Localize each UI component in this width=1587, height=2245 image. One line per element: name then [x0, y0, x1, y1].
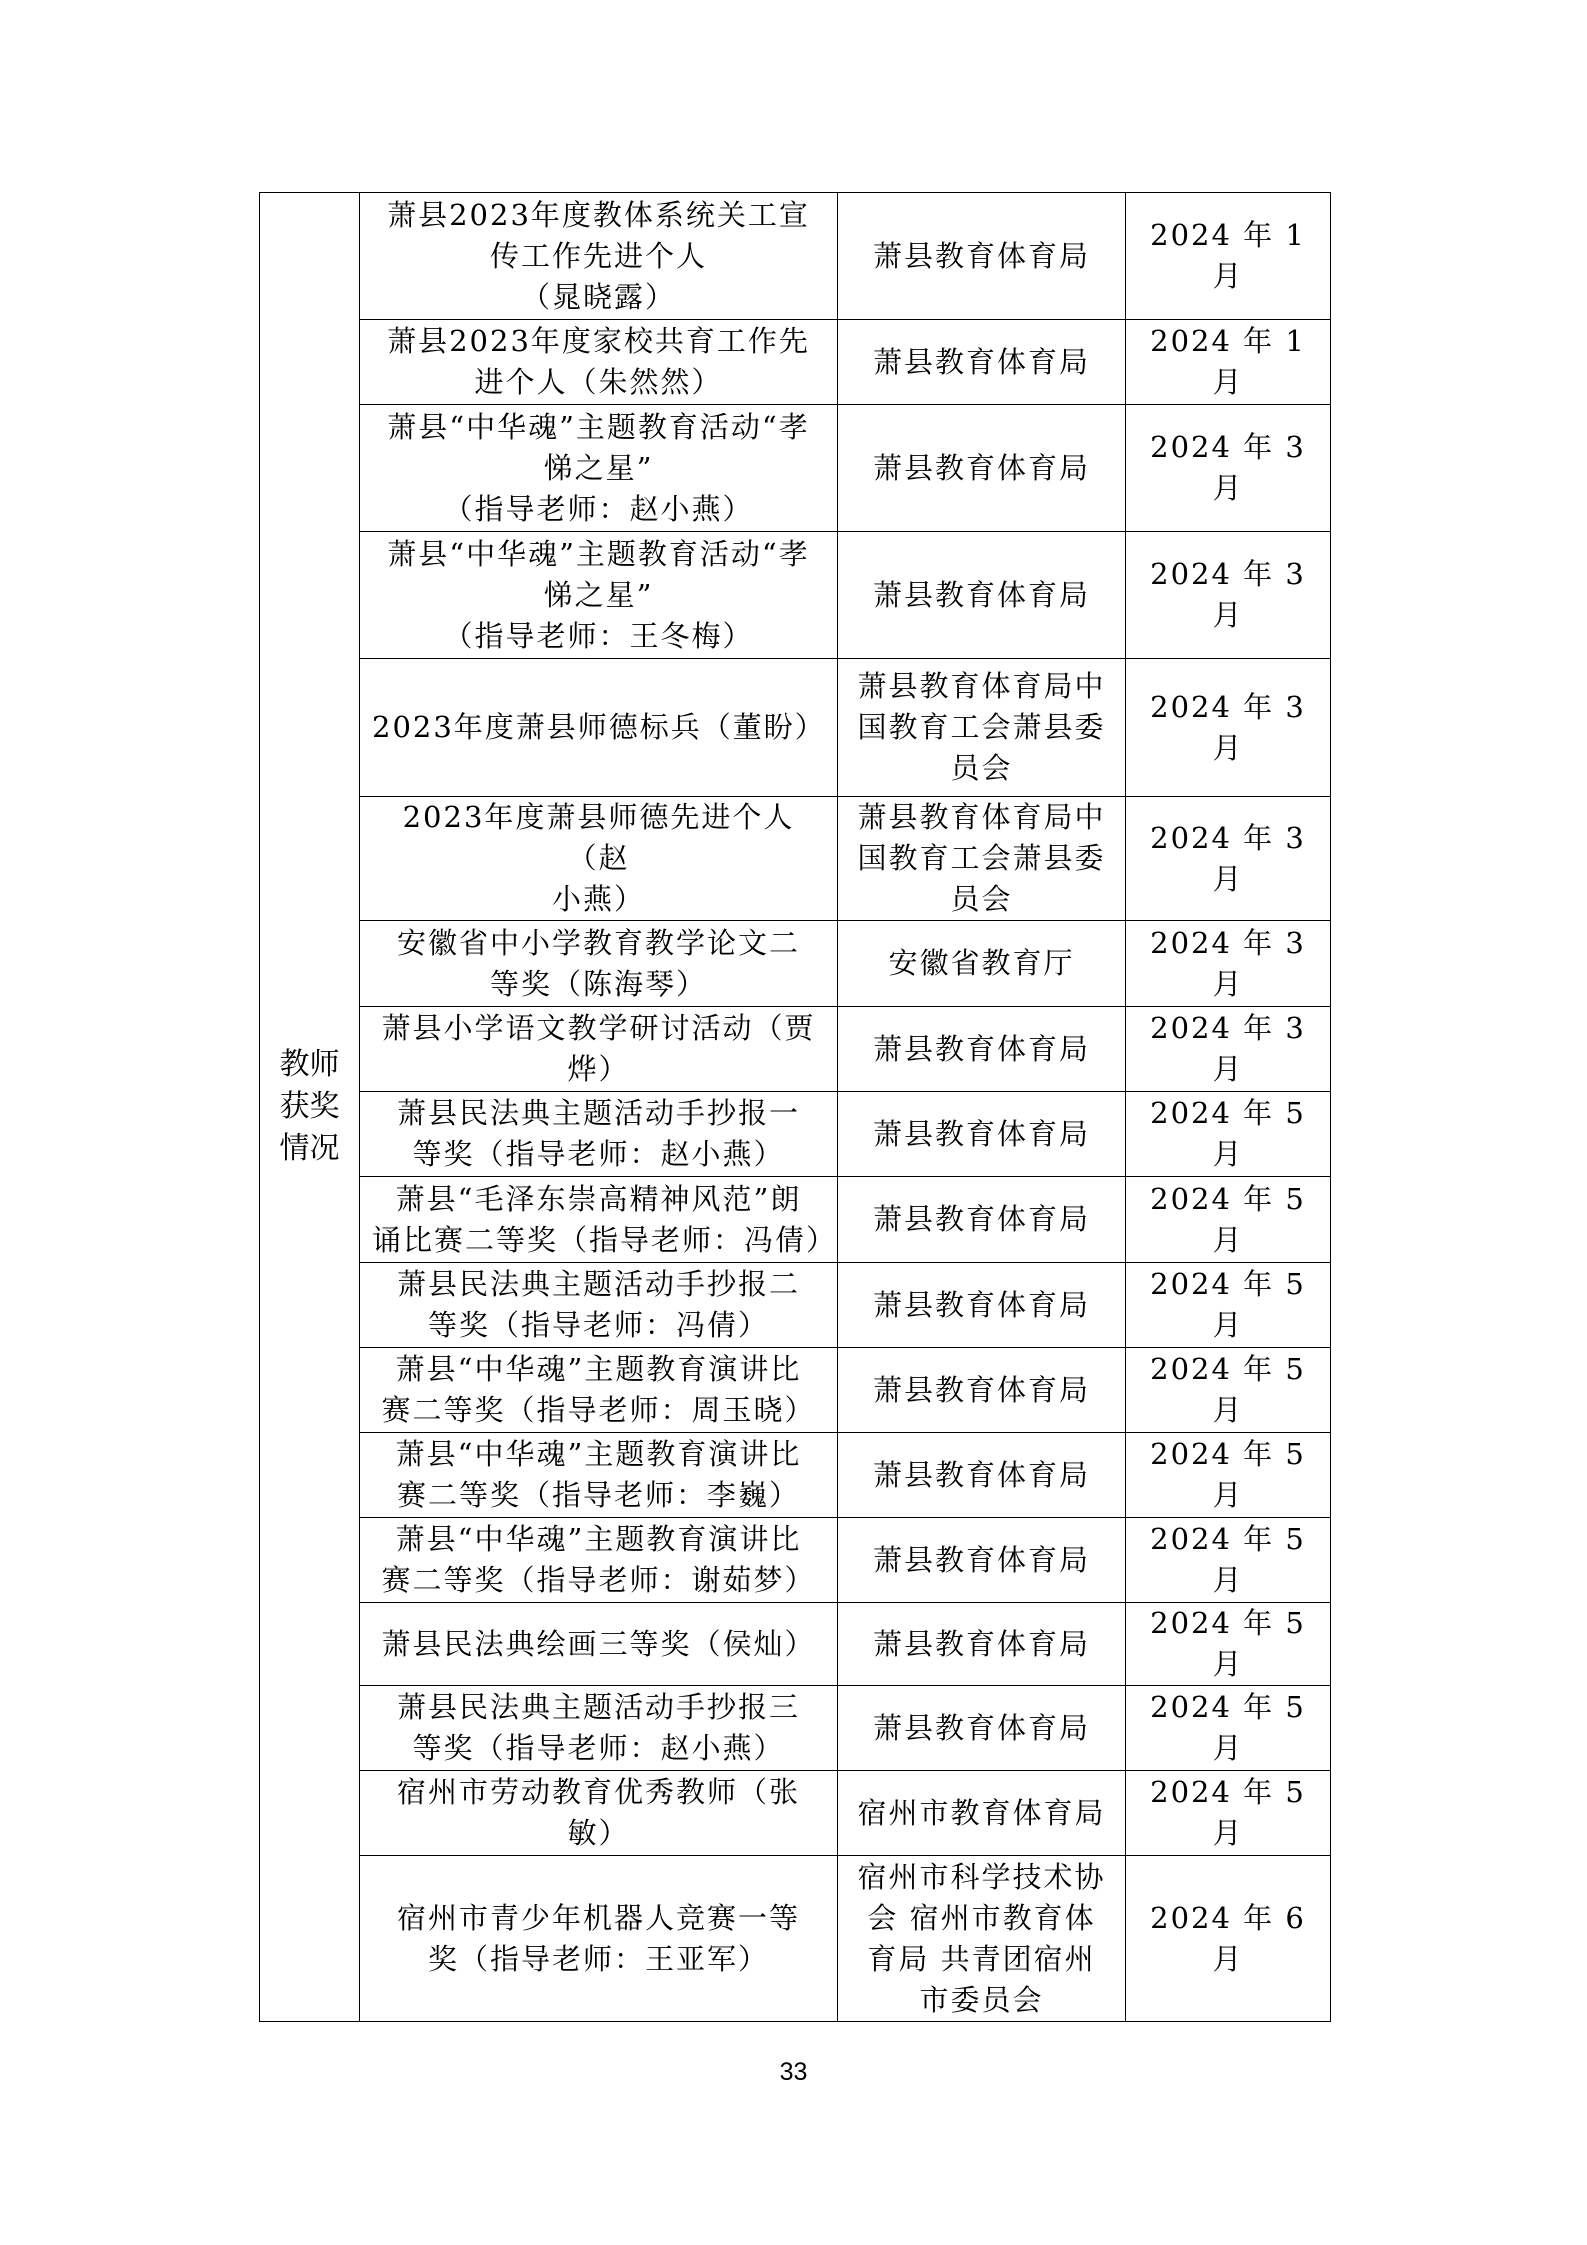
date-cell: 2024 年 3 月 [1126, 659, 1331, 797]
awards-table [259, 192, 1331, 2022]
date-cell: 2024 年 5 月 [1126, 1433, 1331, 1518]
date-cell: 2024 年 5 月 [1126, 1771, 1331, 1856]
award-cell: 萧县“中华魂”主题教育演讲比 赛二等奖（指导老师：周玉晓） [360, 1348, 838, 1433]
date-cell: 2024 年 3 月 [1126, 921, 1331, 1007]
issuer-cell: 萧县教育体育局 [838, 1092, 1126, 1177]
table-row [260, 1263, 1331, 1348]
date-cell: 2024 年 5 月 [1126, 1518, 1331, 1603]
table-row [260, 797, 1331, 921]
issuer-cell: 宿州市科学技术协 会 宿州市教育体 育局 共青团宿州 市委员会 [838, 1856, 1126, 2022]
table-row [260, 320, 1331, 405]
award-cell: 萧县“中华魂”主题教育活动“孝 悌之星” （指导老师：赵小燕） [360, 405, 838, 532]
issuer-cell: 萧县教育体育局 [838, 1603, 1126, 1686]
date-cell: 2024 年 5 月 [1126, 1686, 1331, 1771]
date-cell: 2024 年 1 月 [1126, 193, 1331, 320]
award-cell: 2023年度萧县师德标兵（董盼） [360, 659, 838, 797]
date-cell: 2024 年 3 月 [1126, 405, 1331, 532]
table-row [260, 1856, 1331, 2022]
table-row [260, 1092, 1331, 1177]
issuer-cell: 萧县教育体育局 [838, 1348, 1126, 1433]
issuer-cell: 萧县教育体育局 [838, 193, 1126, 320]
table-row [260, 1007, 1331, 1092]
date-cell: 2024 年 3 月 [1126, 797, 1331, 921]
award-cell: 萧县2023年度教体系统关工宣 传工作先进个人 （晁晓露） [360, 193, 838, 320]
award-cell: 2023年度萧县师德先进个人（赵 小燕） [360, 797, 838, 921]
award-cell: 宿州市劳动教育优秀教师（张 敏） [360, 1771, 838, 1856]
award-cell: 萧县“中华魂”主题教育演讲比 赛二等奖（指导老师：李巍） [360, 1433, 838, 1518]
award-cell: 萧县民法典主题活动手抄报三 等奖（指导老师：赵小燕） [360, 1686, 838, 1771]
table-row [260, 1433, 1331, 1518]
issuer-cell: 萧县教育体育局 [838, 1433, 1126, 1518]
award-cell: 萧县2023年度家校共育工作先 进个人（朱然然） [360, 320, 838, 405]
date-cell: 2024 年 5 月 [1126, 1603, 1331, 1686]
date-cell: 2024 年 5 月 [1126, 1348, 1331, 1433]
award-cell: 萧县小学语文教学研讨活动（贾 烨） [360, 1007, 838, 1092]
table-row [260, 921, 1331, 1007]
award-cell: 萧县民法典主题活动手抄报二 等奖（指导老师：冯倩） [360, 1263, 838, 1348]
issuer-cell: 萧县教育体育局中 国教育工会萧县委 员会 [838, 797, 1126, 921]
date-cell: 2024 年 1 月 [1126, 320, 1331, 405]
award-cell: 萧县民法典绘画三等奖（侯灿） [360, 1603, 838, 1686]
issuer-cell: 萧县教育体育局 [838, 1263, 1126, 1348]
table-row [260, 659, 1331, 797]
issuer-cell: 萧县教育体育局 [838, 1686, 1126, 1771]
award-cell: 萧县民法典主题活动手抄报一 等奖（指导老师：赵小燕） [360, 1092, 838, 1177]
table-row [260, 1686, 1331, 1771]
table-row [260, 1348, 1331, 1433]
award-cell: 萧县“中华魂”主题教育演讲比 赛二等奖（指导老师：谢茹梦） [360, 1518, 838, 1603]
issuer-cell: 萧县教育体育局 [838, 1177, 1126, 1263]
award-cell: 萧县“毛泽东崇高精神风范”朗 诵比赛二等奖（指导老师：冯倩） [360, 1177, 838, 1263]
award-cell: 萧县“中华魂”主题教育活动“孝 悌之星” （指导老师：王冬梅） [360, 532, 838, 659]
issuer-cell: 宿州市教育体育局 [838, 1771, 1126, 1856]
issuer-cell: 萧县教育体育局 [838, 1518, 1126, 1603]
date-cell: 2024 年 5 月 [1126, 1092, 1331, 1177]
issuer-cell: 安徽省教育厅 [838, 921, 1126, 1007]
award-cell: 安徽省中小学教育教学论文二 等奖（陈海琴） [360, 921, 838, 1007]
category-cell: 教师 获奖 情况 [260, 193, 360, 2022]
award-cell: 宿州市青少年机器人竞赛一等 奖（指导老师：王亚军） [360, 1856, 838, 2022]
date-cell: 2024 年 5 月 [1126, 1263, 1331, 1348]
table-row [260, 1603, 1331, 1686]
table-row [260, 1771, 1331, 1856]
date-cell: 2024 年 3 月 [1126, 532, 1331, 659]
issuer-cell: 萧县教育体育局 [838, 320, 1126, 405]
page-number: 33 [779, 2058, 808, 2086]
issuer-cell: 萧县教育体育局 [838, 1007, 1126, 1092]
table-row [260, 1518, 1331, 1603]
date-cell: 2024 年 5 月 [1126, 1177, 1331, 1263]
issuer-cell: 萧县教育体育局中 国教育工会萧县委 员会 [838, 659, 1126, 797]
date-cell: 2024 年 6 月 [1126, 1856, 1331, 2022]
issuer-cell: 萧县教育体育局 [838, 532, 1126, 659]
table-row [260, 193, 1331, 320]
table-row [260, 1177, 1331, 1263]
table-row [260, 405, 1331, 532]
table-row [260, 532, 1331, 659]
issuer-cell: 萧县教育体育局 [838, 405, 1126, 532]
date-cell: 2024 年 3 月 [1126, 1007, 1331, 1092]
